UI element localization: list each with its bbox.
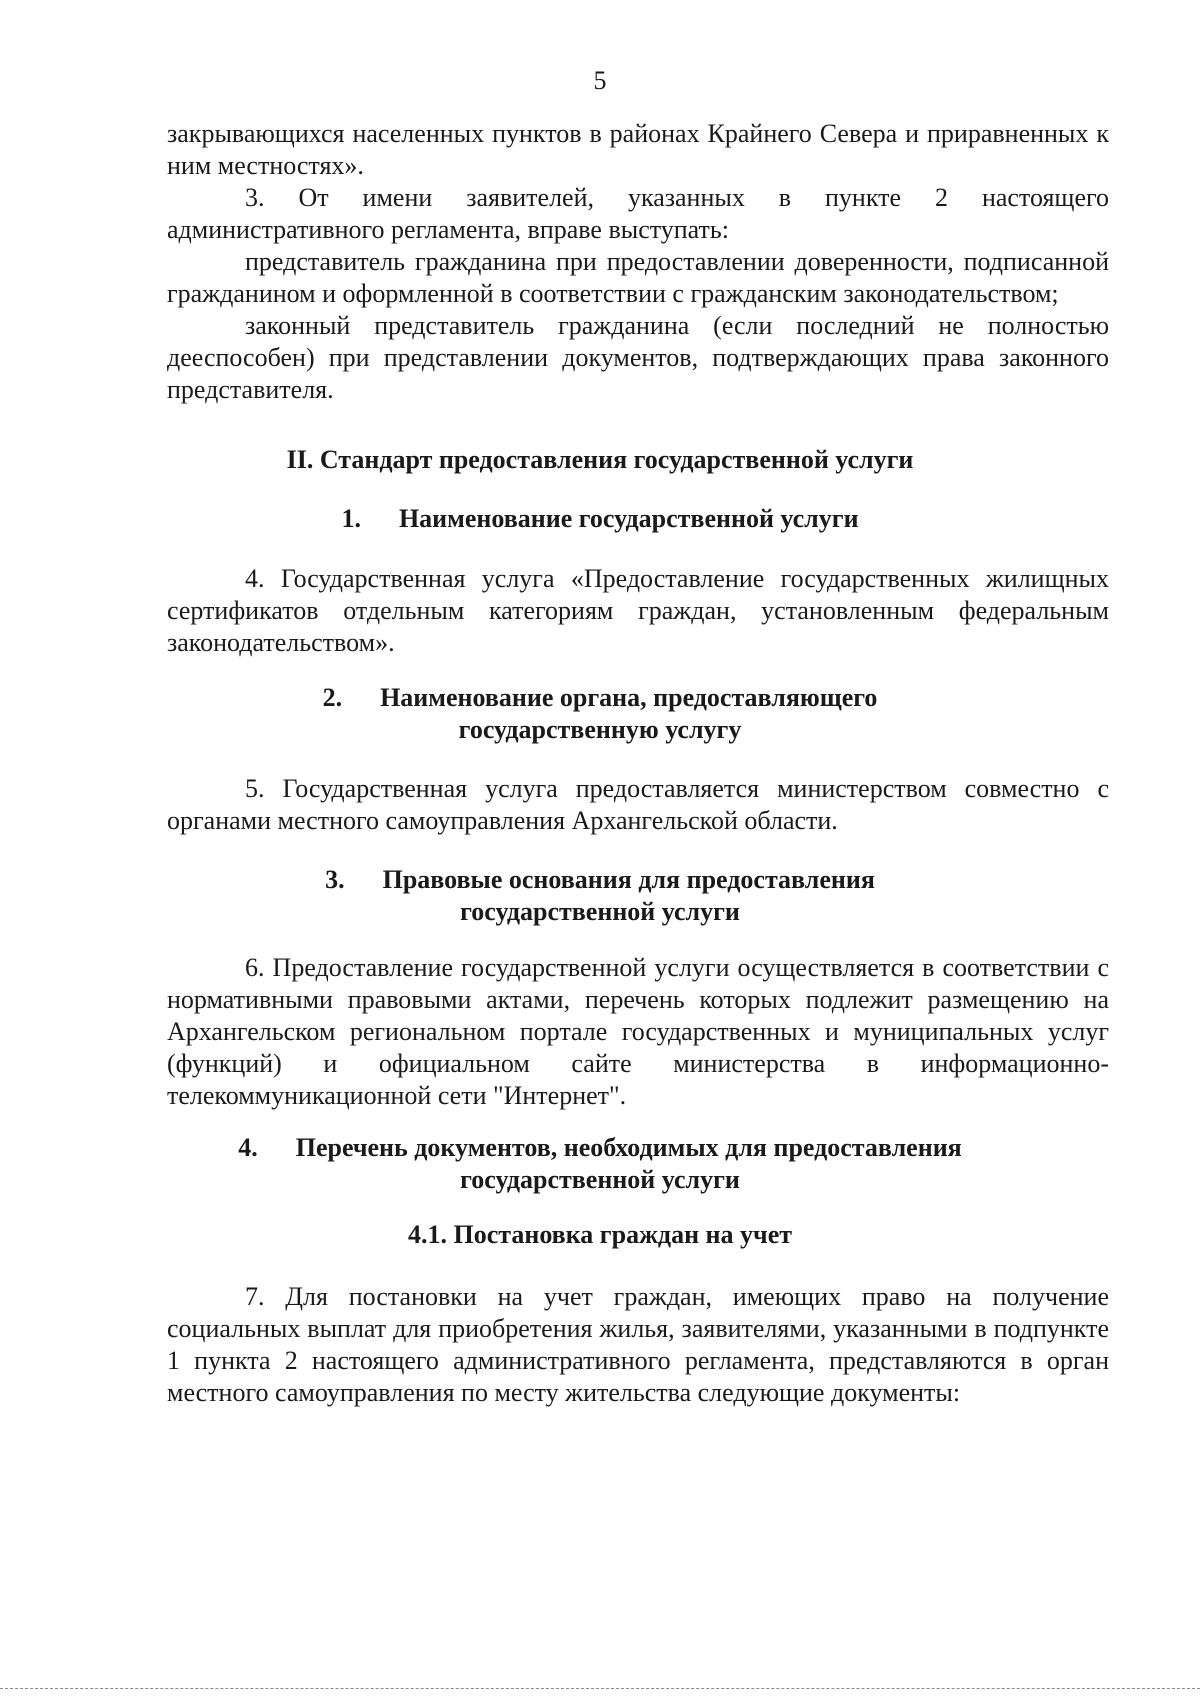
heading-4-1: 4.1. Постановка граждан на учет bbox=[407, 1220, 793, 1249]
heading-2-number: 2. bbox=[322, 683, 343, 712]
heading-3-line1: Правовые основания для предоставления bbox=[382, 865, 875, 894]
heading-4-line2: государственной услуги bbox=[460, 1165, 740, 1194]
heading-1-text: Наименование государственной услуги bbox=[398, 504, 859, 533]
paragraph-block-7 bbox=[167, 1281, 1109, 1409]
footer-rule bbox=[0, 1688, 1200, 1689]
heading-4-number: 4. bbox=[238, 1133, 258, 1162]
heading-4-line1: Перечень документов, необходимых для предоставления bbox=[295, 1133, 962, 1162]
paragraph-block-6 bbox=[167, 952, 1109, 1112]
paragraph-4: 4. Государственная услуга «Предоставление государственных жилищных сертификатов отдельным категориям граждан, установленным федеральным законодательством». bbox=[167, 564, 1109, 657]
heading-1 bbox=[150, 503, 1050, 535]
paragraph-intro-continuation: закрывающихся населенных пунктов в районах Крайнего Севера и приравненных к ним местностях». bbox=[167, 119, 1109, 180]
heading-3-number: 3. bbox=[325, 865, 345, 894]
heading-2-line2: государственную услугу bbox=[458, 715, 742, 744]
heading-2-line1: Наименование органа, предоставляющего bbox=[380, 683, 878, 712]
paragraph-3: 3. От имени заявителей, указанных в пункте 2 настоящего административного регламента, вправе выступать: bbox=[167, 183, 1109, 244]
heading-3-line2: государственной услуги bbox=[460, 897, 740, 926]
paragraph-6: 6. Предоставление государственной услуги осуществляется в соответствии с нормативными правовыми актами, перечень которых подлежит размещению на Архангельском региональном портале государственных и муниципальных услуг (функций) и официальном сайте министерства в информационно-телекоммуникационной сети "Интернет". bbox=[167, 953, 1109, 1110]
section-title: II. Стандарт предоставления государственной услуги bbox=[286, 445, 914, 474]
paragraph-3b: законный представитель гражданина (если последний не полностью дееспособен) при представлении документов, подтверждающих права законного представителя. bbox=[167, 311, 1109, 404]
heading-2 bbox=[150, 682, 1050, 746]
paragraph-3a: представитель гражданина при предоставлении доверенности, подписанной гражданином и оформленной в соответствии с гражданским законодательством; bbox=[167, 247, 1109, 308]
heading-4 bbox=[150, 1132, 1050, 1196]
paragraph-block-4 bbox=[167, 563, 1109, 659]
paragraph-5: 5. Государственная услуга предоставляется министерством совместно с органами местного самоуправления Архангельской области. bbox=[167, 774, 1109, 835]
paragraph-7: 7. Для постановки на учет граждан, имеющих право на получение социальных выплат для приобретения жилья, заявителями, указанными в подпункте 1 пункта 2 настоящего административного регламента, представляются в орган местного самоуправления по месту жительства следующие документы: bbox=[167, 1282, 1109, 1407]
paragraph-block-intro bbox=[167, 118, 1109, 406]
heading-3 bbox=[150, 864, 1050, 928]
paragraph-block-5 bbox=[167, 773, 1109, 837]
page-number: 5 bbox=[593, 66, 607, 95]
heading-1-number: 1. bbox=[341, 504, 361, 533]
